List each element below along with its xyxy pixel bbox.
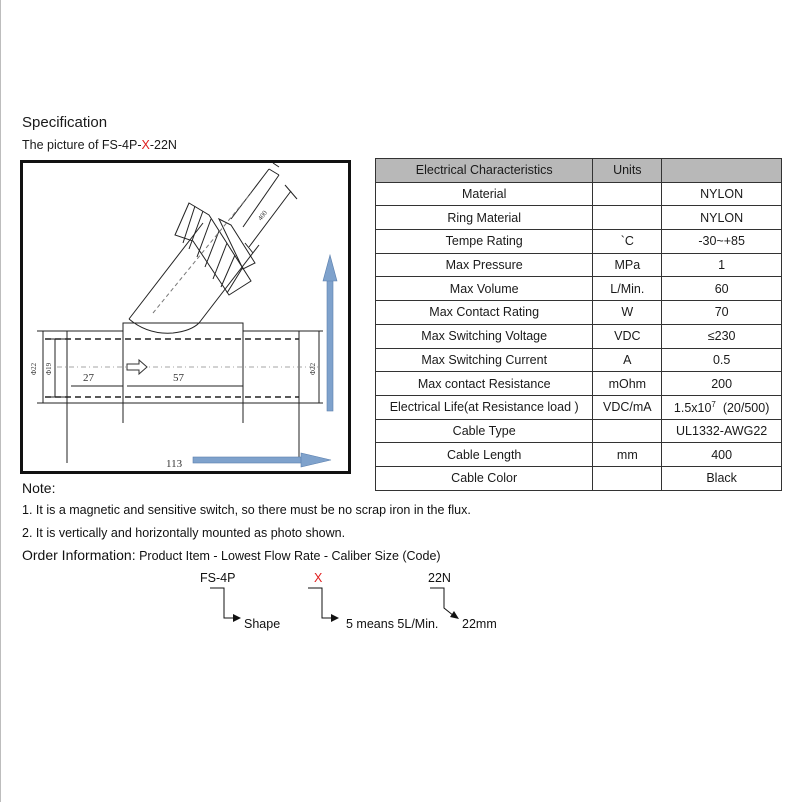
note-item-2: 2. It is vertically and horizontally mounted as photo shown. — [22, 526, 346, 540]
outer-diameter-left-label: Φ22 — [30, 362, 38, 375]
cell-name: Cable Length — [376, 443, 593, 467]
cell-name: Max contact Resistance — [376, 372, 593, 396]
note-heading: Note: — [22, 480, 56, 496]
value-exponent: 7 — [711, 399, 716, 409]
value-base: 1.5x10 — [673, 400, 712, 415]
cell-name: Max Pressure — [376, 253, 593, 277]
cell-name: Max Switching Current — [376, 348, 593, 372]
order-format: Product Item - Lowest Flow Rate - Caliber Size (Code) — [135, 549, 441, 563]
cable-length-label: 400 — [256, 209, 270, 223]
body-length-label: 57 — [173, 372, 184, 384]
caption-prefix: The picture of FS-4P- — [22, 138, 142, 152]
caption-suffix: -22N — [149, 138, 177, 152]
cell-name: Max Switching Voltage — [376, 324, 593, 348]
cell-unit: W — [593, 301, 662, 325]
cell-unit: VDC — [593, 324, 662, 348]
cell-value: 1 — [662, 253, 782, 277]
cell-name: Tempe Rating — [376, 230, 593, 254]
cell-unit: VDC/mA — [593, 395, 662, 419]
cell-name: Max Volume — [376, 277, 593, 301]
cell-value: 0.5 — [662, 348, 782, 372]
order-meaning-flow-rate: 5 means 5L/Min. — [346, 617, 439, 631]
cell-unit: L/Min. — [593, 277, 662, 301]
caption-highlight: X — [141, 138, 150, 152]
order-code-caliber: 22N — [428, 571, 451, 585]
value-tail: (20/500) — [715, 400, 770, 415]
header-characteristics: Electrical Characteristics — [376, 159, 593, 183]
order-code-product: FS-4P — [200, 571, 236, 585]
specification-heading: Specification — [22, 114, 108, 131]
order-meaning-caliber: 22mm — [462, 617, 497, 631]
cell-value: NYLON — [662, 182, 782, 206]
outer-diameter-right-label: Φ22 — [309, 362, 317, 375]
cell-value: 60 — [662, 277, 782, 301]
cell-unit: mm — [593, 443, 662, 467]
cell-name: Material — [376, 182, 593, 206]
arrow-icon — [331, 614, 339, 622]
end-length-label: 27 — [83, 372, 94, 384]
cell-value: NYLON — [662, 206, 782, 230]
cell-value: 70 — [662, 301, 782, 325]
arrow-icon — [450, 611, 459, 619]
inner-diameter-left-label: Φ19 — [45, 362, 53, 375]
cell-value: Black — [662, 466, 782, 490]
cell-name: Max Contact Rating — [376, 301, 593, 325]
order-meaning-shape: Shape — [244, 617, 281, 631]
order-label: Order Information: — [22, 547, 136, 563]
cell-name: Electrical Life(at Resistance load ) — [376, 395, 593, 419]
cell-value: 200 — [662, 372, 782, 396]
cell-name: Ring Material — [376, 206, 593, 230]
cell-value: -30~+85 — [662, 230, 782, 254]
arrow-icon — [233, 614, 241, 622]
total-length-label: 113 — [166, 458, 183, 470]
order-code-flow-rate: X — [314, 571, 323, 585]
cell-value: UL1332-AWG22 — [662, 419, 782, 443]
header-units: Units — [593, 159, 662, 183]
cell-value: 400 — [662, 443, 782, 467]
cell-name: Cable Color — [376, 466, 593, 490]
cell-unit: MPa — [593, 253, 662, 277]
cell-unit: mOhm — [593, 372, 662, 396]
cell-unit: A — [593, 348, 662, 372]
cell-unit: `C — [593, 230, 662, 254]
cell-name: Cable Type — [376, 419, 593, 443]
note-item-1: 1. It is a magnetic and sensitive switch, so there must be no scrap iron in the flux. — [22, 503, 471, 517]
cell-value: ≤230 — [662, 324, 782, 348]
